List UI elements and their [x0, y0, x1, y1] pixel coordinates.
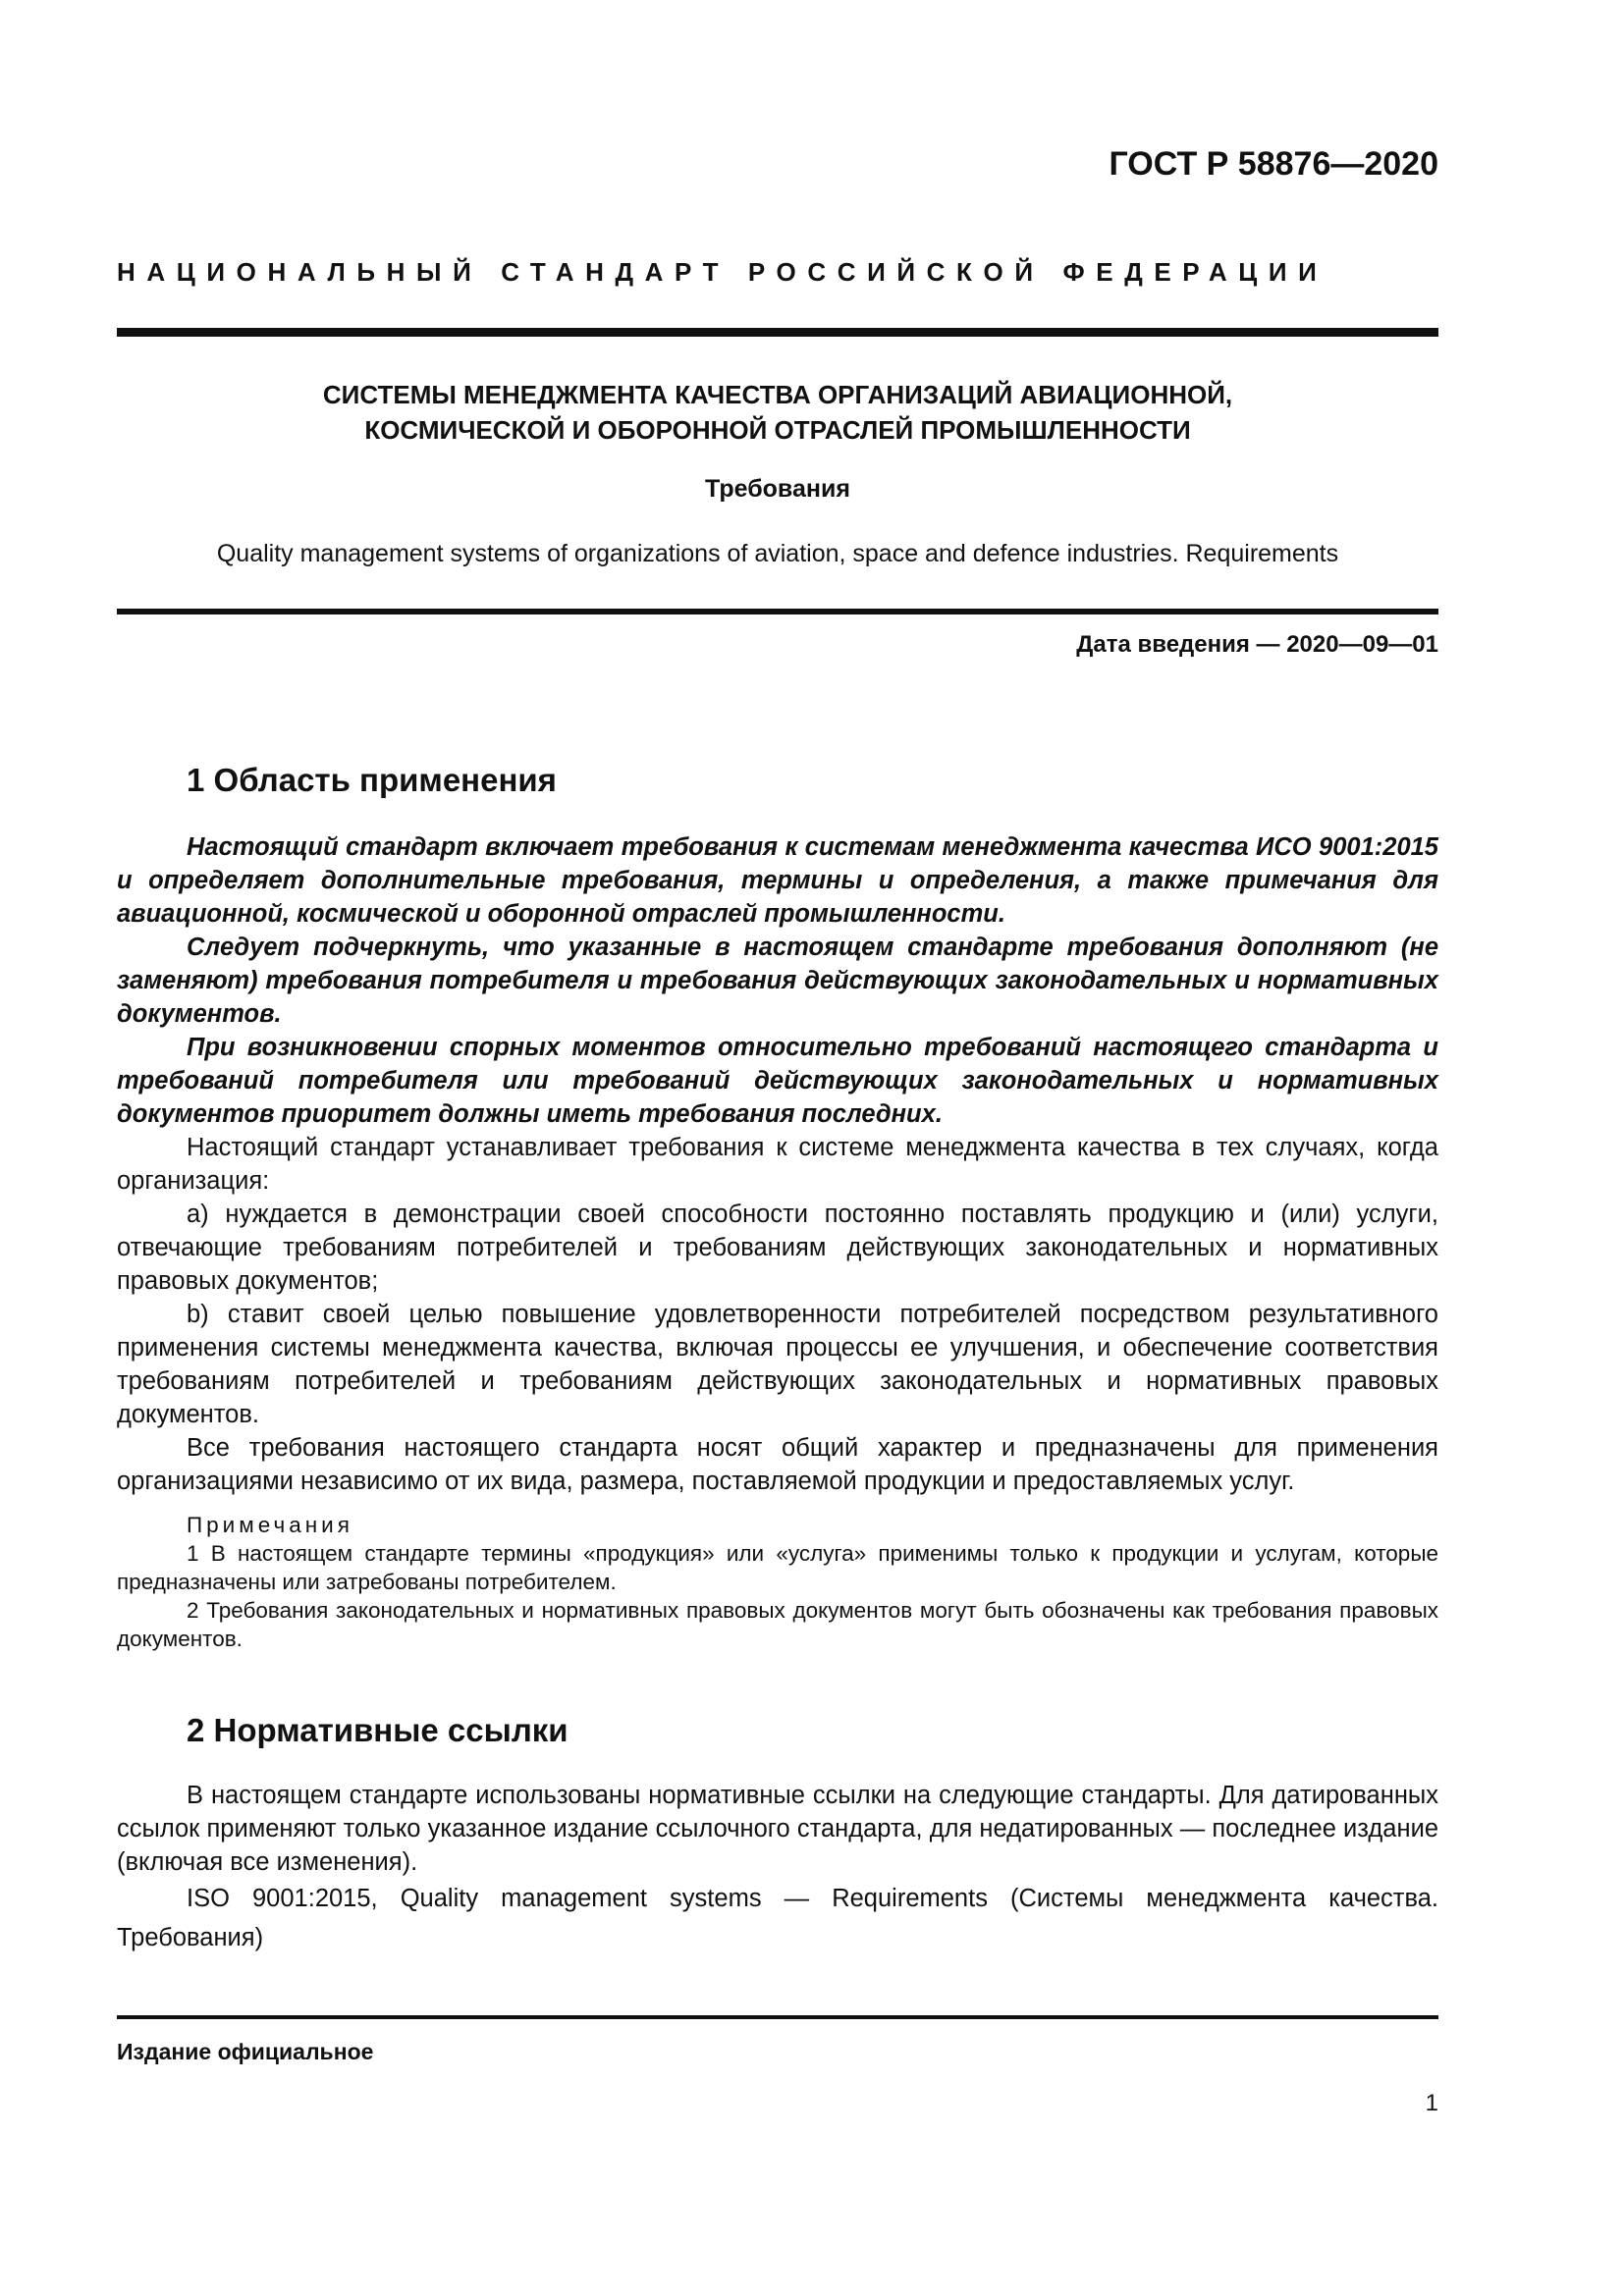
list-item-b: b) ставит своей целью повышение удовлетворенности потребителей посредством результативного применения системы менеджмента качества, включая процессы ее улучшения, и обеспечение соответствия требованиям потребителей и требованиям действующих законодательных и нормативных правовых документов.: [117, 1301, 1438, 1428]
paragraph: Все требования настоящего стандарта носят общий характер и предназначены для применения организациями независимо от их вида, размера, поставляемой продукции и предоставляемых услуг.: [117, 1434, 1438, 1495]
introduction-date: Дата введения — 2020—09—01: [1076, 631, 1438, 658]
gost-number: ГОСТ Р 58876—2020: [1109, 145, 1438, 183]
paragraph: Следует подчеркнуть, что указанные в настоящем стандарте требования дополняют (не заменяют) требования потребителя и требования действующих законодательных и нормативных документов.: [117, 934, 1438, 1028]
title-rule: [117, 609, 1438, 614]
footer-rule: [117, 2015, 1438, 2019]
english-title: Quality management systems of organizations of aviation, space and defence industries. Requirements: [216, 540, 1339, 567]
note-1: 1 В настоящем стандарте термины «продукция» или «услуга» применимы только к продукции и услугам, которые предназначены или затребованы потребителем.: [117, 1541, 1438, 1594]
list-item-a: а) нуждается в демонстрации своей способности постоянно поставлять продукцию и (или) услуги, отвечающие требованиям потребителей и требованиям действующих законодательных и нормативных правовых документов;: [117, 1201, 1438, 1295]
notes-title: Примечания: [187, 1513, 353, 1537]
reference-item: ISO 9001:2015, Quality management systems — Requirements (Системы менеджмента качества. Требования): [117, 1885, 1438, 1951]
section-1-body: [117, 830, 1438, 1498]
paragraph: Настоящий стандарт устанавливает требования к системе менеджмента качества в тех случаях, когда организация:: [117, 1134, 1438, 1195]
notes-block: [117, 1511, 1438, 1653]
header-rule: [117, 328, 1438, 337]
paragraph: При возникновении спорных моментов относительно требований настоящего стандарта и требований потребителя или требований действующих законодательных и нормативных документов приоритет должны иметь требования последних.: [117, 1034, 1438, 1128]
section-1-heading: 1 Область применения: [187, 762, 557, 798]
title-line-1: СИСТЕМЫ МЕНЕДЖМЕНТА КАЧЕСТВА ОРГАНИЗАЦИЙ АВИАЦИОННОЙ,: [322, 380, 1233, 409]
paragraph: Настоящий стандарт включает требования к системам менеджмента качества ИСО 9001:2015 и определяет дополнительные требования, термины и определения, а также примечания для авиационной, космической и оборонной отраслей промышленности.: [117, 833, 1438, 928]
official-edition-label: Издание официальное: [117, 2039, 374, 2064]
title-line-2: КОСМИЧЕСКОЙ И ОБОРОННОЙ ОТРАСЛЕЙ ПРОМЫШЛЕННОСТИ: [364, 415, 1191, 445]
section-2-body: [117, 1779, 1438, 1957]
national-standard-banner: НАЦИОНАЛЬНЫЙ СТАНДАРТ РОССИЙСКОЙ ФЕДЕРАЦИИ: [117, 257, 1328, 287]
section-2-heading: 2 Нормативные ссылки: [187, 1712, 568, 1748]
page-number: 1: [1425, 2090, 1438, 2116]
paragraph: В настоящем стандарте использованы нормативные ссылки на следующие стандарты. Для датированных ссылок применяют только указанное издание ссылочного стандарта, для недатированных — последнее издание (включая все изменения).: [117, 1782, 1438, 1876]
document-subtitle: Требования: [705, 475, 850, 503]
document-title: [117, 377, 1438, 448]
note-2: 2 Требования законодательных и нормативных правовых документов могут быть обозначены как требования правовых документов.: [117, 1598, 1438, 1651]
